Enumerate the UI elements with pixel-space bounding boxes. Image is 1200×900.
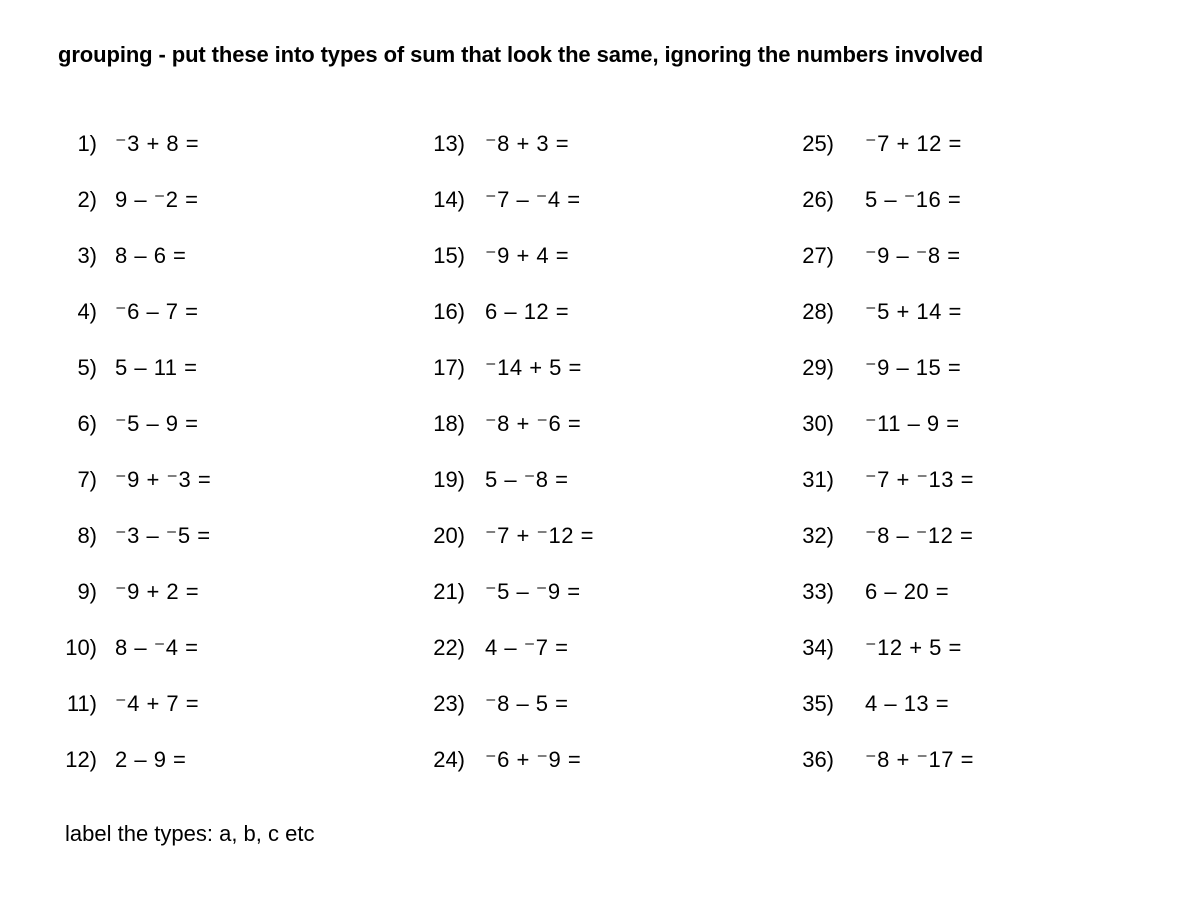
question-number: 24): [433, 747, 465, 772]
question-expression: 6 – 20 =: [865, 579, 950, 604]
question-number: 33): [802, 579, 834, 604]
question-item: [400, 355, 730, 411]
question-item: [0, 747, 330, 803]
question-column-1: [0, 131, 330, 803]
question-expression: 4 – ⁻7 =: [485, 635, 569, 660]
question-item: [0, 299, 330, 355]
question-item: [0, 243, 330, 299]
question-expression: 6 – 12 =: [485, 299, 570, 324]
question-number: 3): [77, 243, 97, 268]
question-item: [400, 467, 730, 523]
question-number: 2): [77, 187, 97, 212]
question-number: 27): [802, 243, 834, 268]
question-item: [400, 243, 730, 299]
question-expression: ⁻3 – ⁻5 =: [115, 523, 211, 548]
question-expression: 5 – ⁻16 =: [865, 187, 962, 212]
question-number: 30): [802, 411, 834, 436]
question-item: [770, 523, 1100, 579]
question-expression: 9 – ⁻2 =: [115, 187, 199, 212]
question-expression: ⁻5 – ⁻9 =: [485, 579, 581, 604]
question-item: [400, 299, 730, 355]
question-number: 6): [77, 411, 97, 436]
question-item: [400, 523, 730, 579]
question-number: 15): [433, 243, 465, 268]
question-expression: ⁻9 – ⁻8 =: [865, 243, 961, 268]
question-number: 23): [433, 691, 465, 716]
question-number: 13): [433, 131, 465, 156]
question-item: [770, 243, 1100, 299]
question-expression: 8 – ⁻4 =: [115, 635, 199, 660]
question-number: 36): [802, 747, 834, 772]
question-expression: ⁻7 + 12 =: [865, 131, 962, 156]
question-number: 18): [433, 411, 465, 436]
question-expression: 5 – 11 =: [115, 355, 198, 380]
question-expression: ⁻5 + 14 =: [865, 299, 962, 324]
question-expression: ⁻8 – ⁻12 =: [865, 523, 974, 548]
question-number: 9): [77, 579, 97, 604]
question-number: 10): [65, 635, 97, 660]
question-item: [0, 355, 330, 411]
question-item: [770, 579, 1100, 635]
question-item: [0, 691, 330, 747]
question-item: [400, 131, 730, 187]
question-number: 12): [65, 747, 97, 772]
question-expression: ⁻6 – 7 =: [115, 299, 199, 324]
question-number: 22): [433, 635, 465, 660]
question-item: [0, 411, 330, 467]
page-title: grouping - put these into types of sum that look the same, ignoring the numbers involved: [58, 42, 984, 67]
question-column-2: [400, 131, 730, 803]
question-item: [770, 355, 1100, 411]
question-expression: ⁻9 + 2 =: [115, 579, 200, 604]
question-number: 11): [66, 691, 97, 716]
question-expression: ⁻7 + ⁻13 =: [865, 467, 974, 492]
question-number: 34): [802, 635, 834, 660]
question-item: [770, 187, 1100, 243]
question-expression: ⁻4 + 7 =: [115, 691, 200, 716]
question-expression: ⁻5 – 9 =: [115, 411, 199, 436]
question-item: [0, 467, 330, 523]
question-expression: ⁻7 – ⁻4 =: [485, 187, 581, 212]
question-number: 19): [433, 467, 465, 492]
question-item: [400, 635, 730, 691]
question-number: 31): [802, 467, 834, 492]
question-item: [770, 131, 1100, 187]
question-expression: ⁻9 + 4 =: [485, 243, 570, 268]
question-number: 1): [77, 131, 97, 156]
question-expression: ⁻8 + ⁻17 =: [865, 747, 974, 772]
question-number: 5): [77, 355, 97, 380]
question-expression: ⁻8 + 3 =: [485, 131, 570, 156]
question-item: [400, 691, 730, 747]
question-expression: 2 – 9 =: [115, 747, 187, 772]
question-expression: 8 – 6 =: [115, 243, 187, 268]
question-item: [770, 691, 1100, 747]
question-expression: ⁻7 + ⁻12 =: [485, 523, 594, 548]
question-expression: ⁻12 + 5 =: [865, 635, 962, 660]
question-number: 8): [77, 523, 97, 548]
question-expression: 4 – 13 =: [865, 691, 950, 716]
question-item: [770, 467, 1100, 523]
question-expression: ⁻8 – 5 =: [485, 691, 569, 716]
question-number: 32): [802, 523, 834, 548]
question-column-3: [770, 131, 1100, 803]
question-expression: ⁻3 + 8 =: [115, 131, 200, 156]
question-expression: ⁻6 + ⁻9 =: [485, 747, 582, 772]
question-number: 16): [433, 299, 465, 324]
question-number: 17): [433, 355, 465, 380]
question-expression: ⁻14 + 5 =: [485, 355, 582, 380]
question-number: 25): [802, 131, 834, 156]
question-item: [0, 131, 330, 187]
question-expression: ⁻9 + ⁻3 =: [115, 467, 212, 492]
question-item: [400, 579, 730, 635]
question-item: [0, 187, 330, 243]
question-item: [770, 299, 1100, 355]
question-item: [0, 635, 330, 691]
question-item: [770, 747, 1100, 803]
question-item: [770, 411, 1100, 467]
question-number: 26): [802, 187, 834, 212]
question-item: [400, 187, 730, 243]
question-number: 29): [802, 355, 834, 380]
question-expression: ⁻8 + ⁻6 =: [485, 411, 582, 436]
question-item: [0, 579, 330, 635]
question-number: 21): [433, 579, 465, 604]
instruction-footer: label the types: a, b, c etc: [65, 821, 315, 846]
question-expression: ⁻11 – 9 =: [865, 411, 960, 436]
question-number: 4): [77, 299, 97, 324]
question-number: 28): [802, 299, 834, 324]
question-item: [770, 635, 1100, 691]
question-expression: 5 – ⁻8 =: [485, 467, 569, 492]
question-number: 20): [433, 523, 465, 548]
question-number: 7): [77, 467, 97, 492]
question-number: 14): [433, 187, 465, 212]
question-item: [400, 747, 730, 803]
question-item: [400, 411, 730, 467]
question-number: 35): [802, 691, 834, 716]
question-expression: ⁻9 – 15 =: [865, 355, 962, 380]
question-item: [0, 523, 330, 579]
